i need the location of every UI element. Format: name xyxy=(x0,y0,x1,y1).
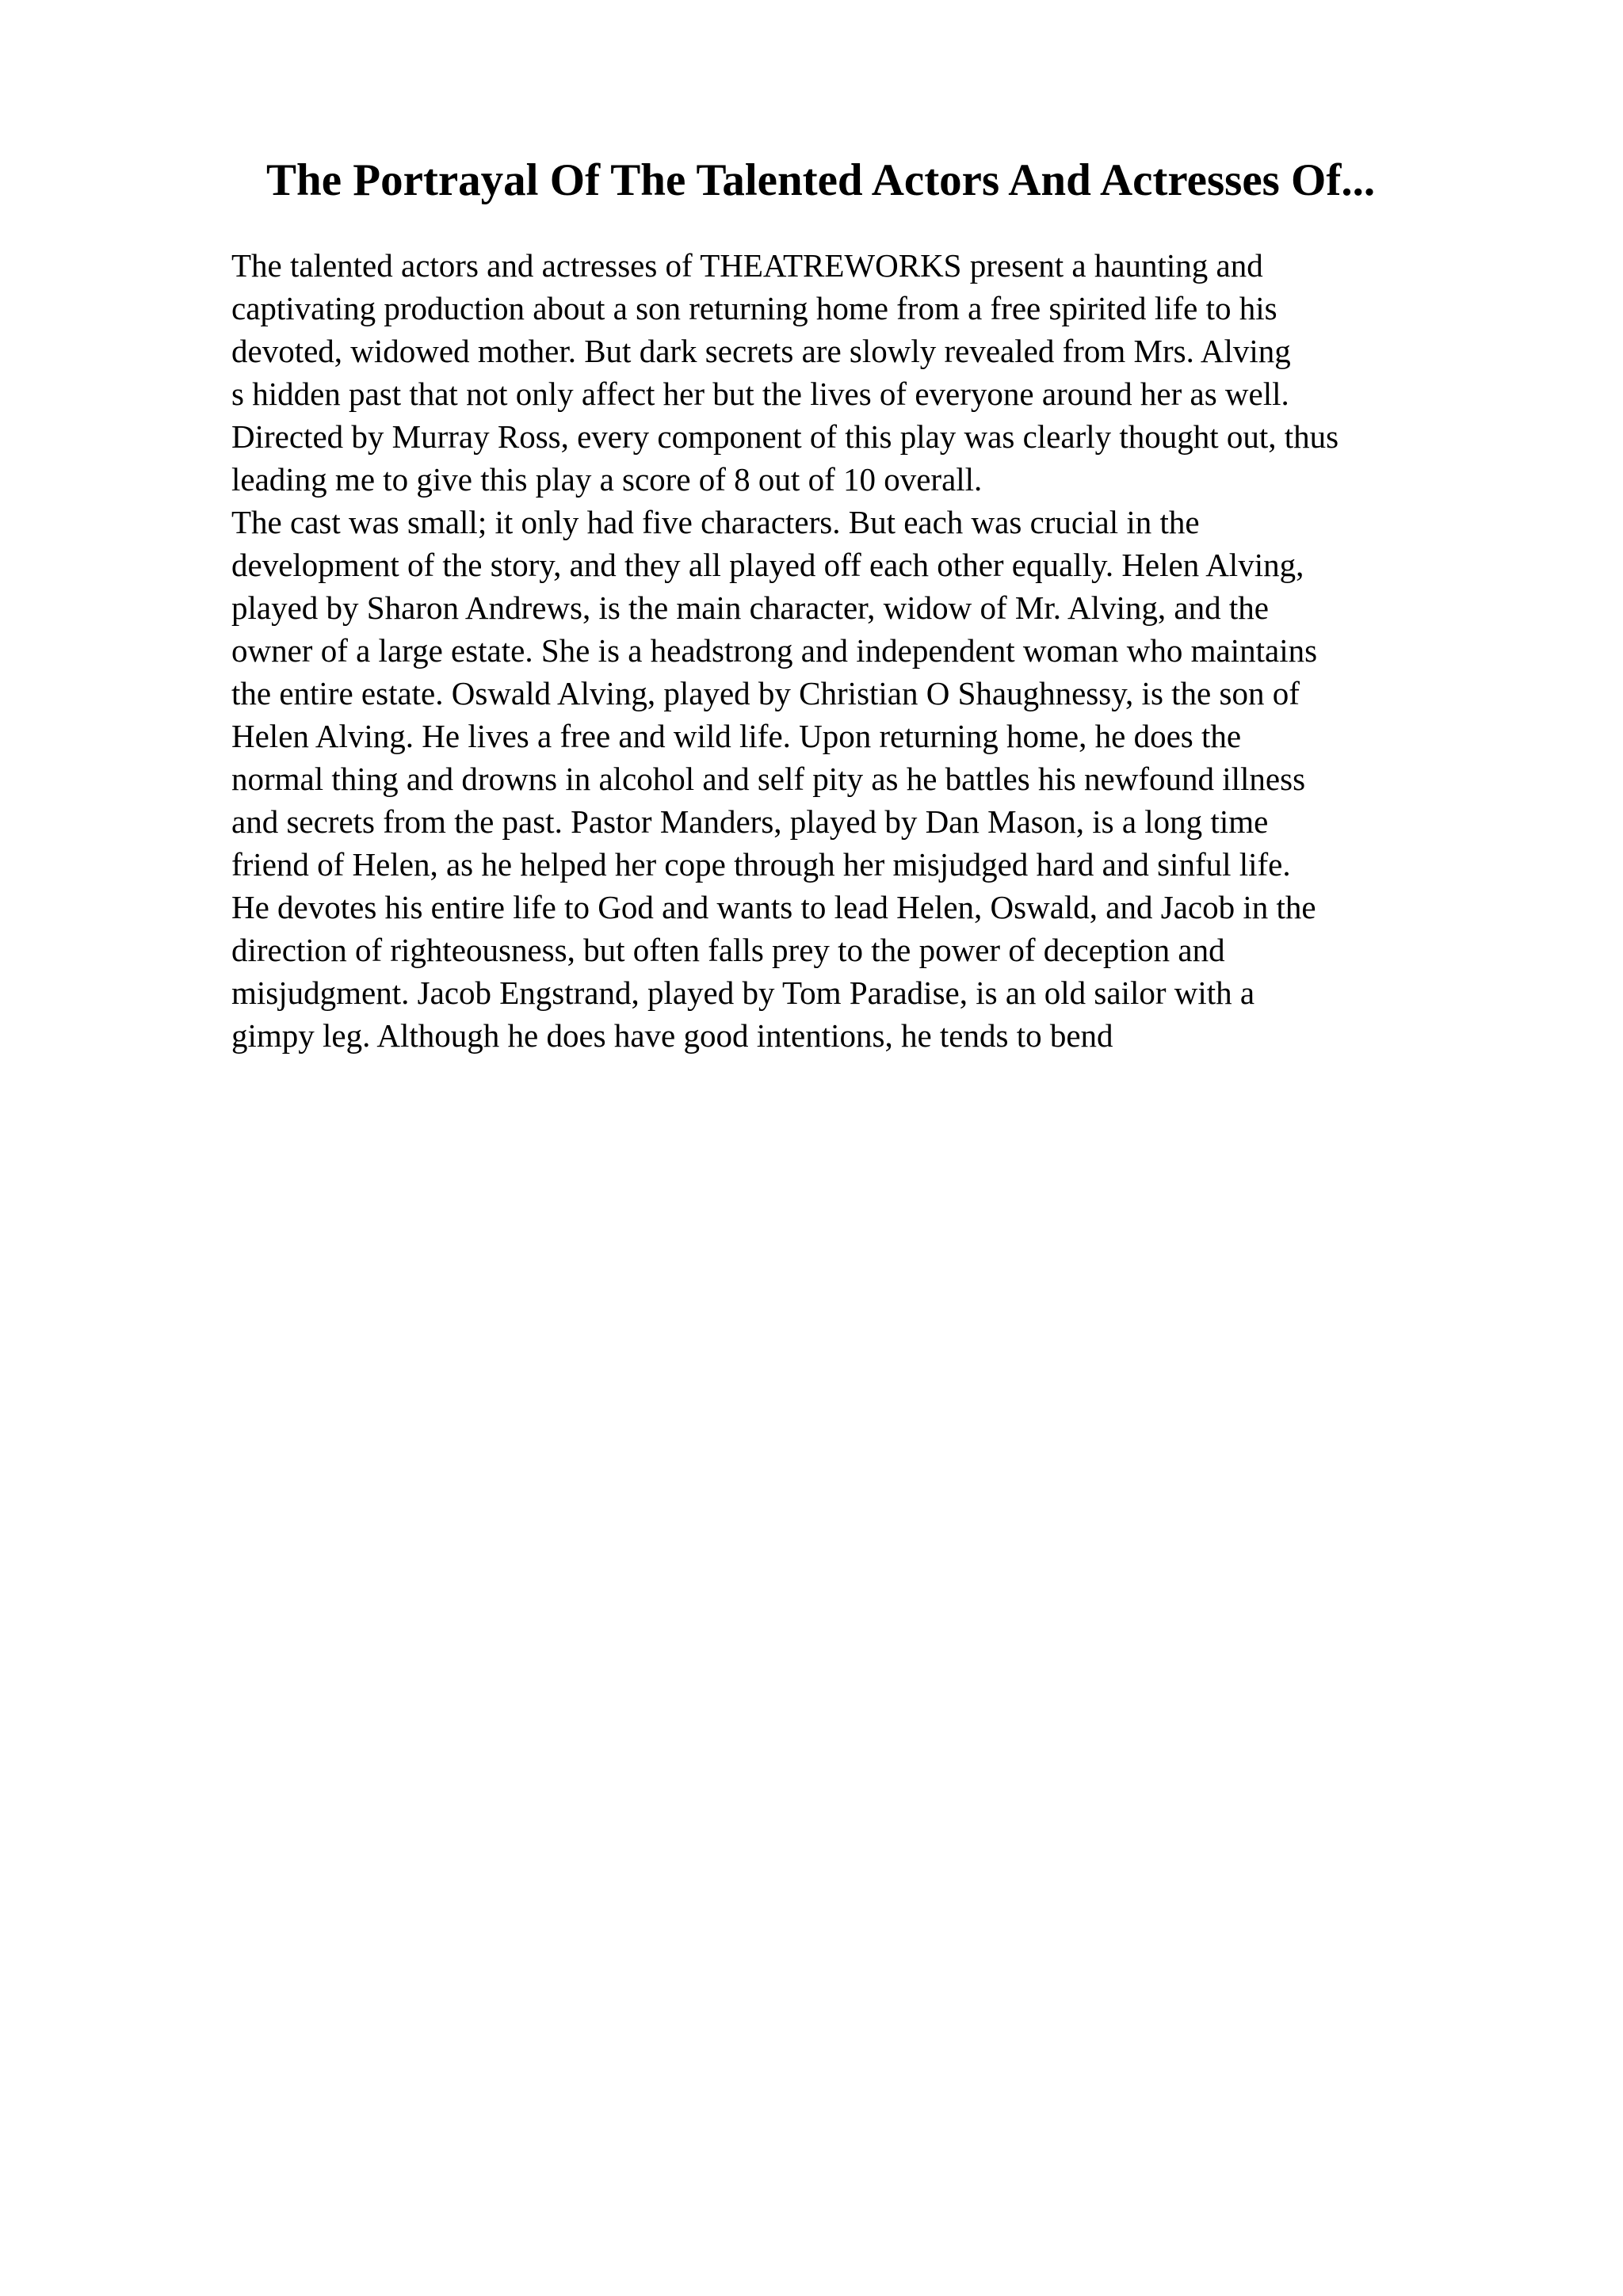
body-line: gimpy leg. Although he does have good intentions, he tends to bend xyxy=(231,1017,1113,1054)
body-line: friend of Helen, as he helped her cope through her misjudged hard and sinful life. xyxy=(231,846,1291,883)
body-line: and secrets from the past. Pastor Manders, played by Dan Mason, is a long time xyxy=(231,803,1269,840)
body-line: owner of a large estate. She is a headstrong and independent woman who maintains xyxy=(231,632,1318,669)
body-line: He devotes his entire life to God and wants to lead Helen, Oswald, and Jacob in the xyxy=(231,889,1316,925)
body-line: played by Sharon Andrews, is the main character, widow of Mr. Alving, and the xyxy=(231,589,1269,626)
body-line: the entire estate. Oswald Alving, played by Christian O Shaughnessy, is the son of xyxy=(231,675,1300,711)
body-line: leading me to give this play a score of 8 out of 10 overall. xyxy=(231,461,983,498)
body-line: Helen Alving. He lives a free and wild life. Upon returning home, he does the xyxy=(231,718,1242,754)
document-body xyxy=(231,244,1515,1057)
body-line: development of the story, and they all played off each other equally. Helen Alving, xyxy=(231,547,1304,583)
body-line: Directed by Murray Ross, every component of this play was clearly thought out, thus xyxy=(231,418,1339,455)
body-line: misjudgment. Jacob Engstrand, played by Tom Paradise, is an old sailor with a xyxy=(231,974,1255,1011)
body-line: s hidden past that not only affect her but the lives of everyone around her as well. xyxy=(231,376,1289,412)
body-line: direction of righteousness, but often falls prey to the power of deception and xyxy=(231,932,1225,968)
body-line: The cast was small; it only had five characters. But each was crucial in the xyxy=(231,504,1200,540)
body-line: captivating production about a son returning home from a free spirited life to his xyxy=(231,290,1277,326)
body-line: normal thing and drowns in alcohol and self pity as he battles his newfound illness xyxy=(231,761,1306,797)
body-line: devoted, widowed mother. But dark secrets are slowly revealed from Mrs. Alving xyxy=(231,333,1291,369)
body-line: The talented actors and actresses of THEATREWORKS present a haunting and xyxy=(231,247,1263,284)
document-title: The Portrayal Of The Talented Actors And Actresses Of... xyxy=(266,155,1376,205)
